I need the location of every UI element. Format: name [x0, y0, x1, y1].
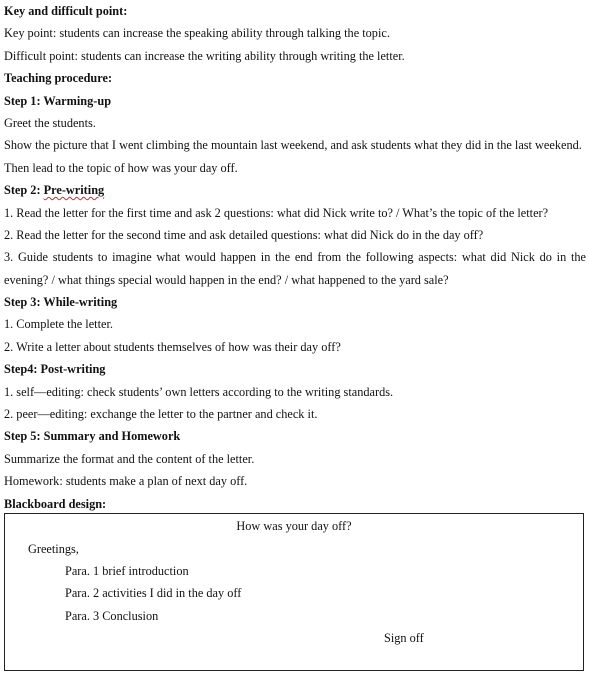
step2-item1: 1. Read the letter for the first time and ask 2 questions: what did Nick write to? / What’s the topic of the letter?: [4, 205, 549, 220]
key-difficult-heading: Key and difficult point:: [4, 4, 128, 18]
step2-item3: [4, 246, 586, 291]
blackboard-greetings: Greetings,: [28, 542, 79, 556]
step4-heading: Step4: Post-writing: [4, 362, 106, 377]
step5-item2: Homework: students make a plan of next day off.: [4, 474, 248, 489]
blackboard-para1: Para. 1 brief introduction: [65, 564, 189, 578]
step1-line-topic: Then lead to the topic of how was your day off.: [4, 160, 238, 175]
step5-heading: Step 5: Summary and Homework: [4, 429, 181, 444]
blackboard-para3: Para. 3 Conclusion: [65, 609, 159, 623]
step3-heading: Step 3: While-writing: [4, 295, 118, 310]
step5-item1: Summarize the format and the content of the letter.: [4, 451, 255, 466]
step2-heading: [4, 179, 586, 201]
step2-heading-prefix: Step 2:: [4, 183, 44, 198]
teaching-procedure-heading: Teaching procedure:: [4, 71, 113, 86]
lesson-plan-document: [4, 0, 586, 515]
blackboard-title: How was your day off?: [236, 519, 352, 533]
difficult-point-text: Difficult point: students can increase the writing ability through writing the letter.: [4, 48, 405, 63]
step3-item1: 1. Complete the letter.: [4, 317, 113, 332]
step1-line-greet: Greet the students.: [4, 115, 96, 130]
step1-line-picture: Show the picture that I went climbing the mountain last weekend, and ask students what they did in the last weekend.: [4, 138, 582, 153]
blackboard-para2: Para. 2 activities I did in the day off: [65, 586, 242, 600]
step2-item2: 2. Read the letter for the second time and ask detailed questions: what did Nick do in the day off?: [4, 227, 484, 242]
blackboard-heading: Blackboard design:: [4, 496, 107, 511]
step2-item3-line1: 3. Guide students to imagine what would happen in the end from the following aspects: what did Nick do in the: [4, 250, 586, 265]
step3-item2: 2. Write a letter about students themselves of how was their day off?: [4, 339, 341, 354]
blackboard-sign-off: Sign off: [384, 631, 424, 645]
blackboard-design-box: [4, 513, 584, 671]
step4-item2: 2. peer—editing: exchange the letter to the partner and check it.: [4, 407, 318, 422]
key-point-text: Key point: students can increase the speaking ability through talking the topic.: [4, 26, 390, 41]
step4-item1: 1. self—editing: check students’ own letters according to the writing standards.: [4, 384, 394, 399]
step1-heading: Step 1: Warming-up: [4, 93, 112, 108]
step2-heading-word: Pre-writing: [43, 183, 105, 198]
step2-item3-line2: evening? / what things special would happen in the end? / what happened to the yard sale?: [4, 272, 449, 287]
